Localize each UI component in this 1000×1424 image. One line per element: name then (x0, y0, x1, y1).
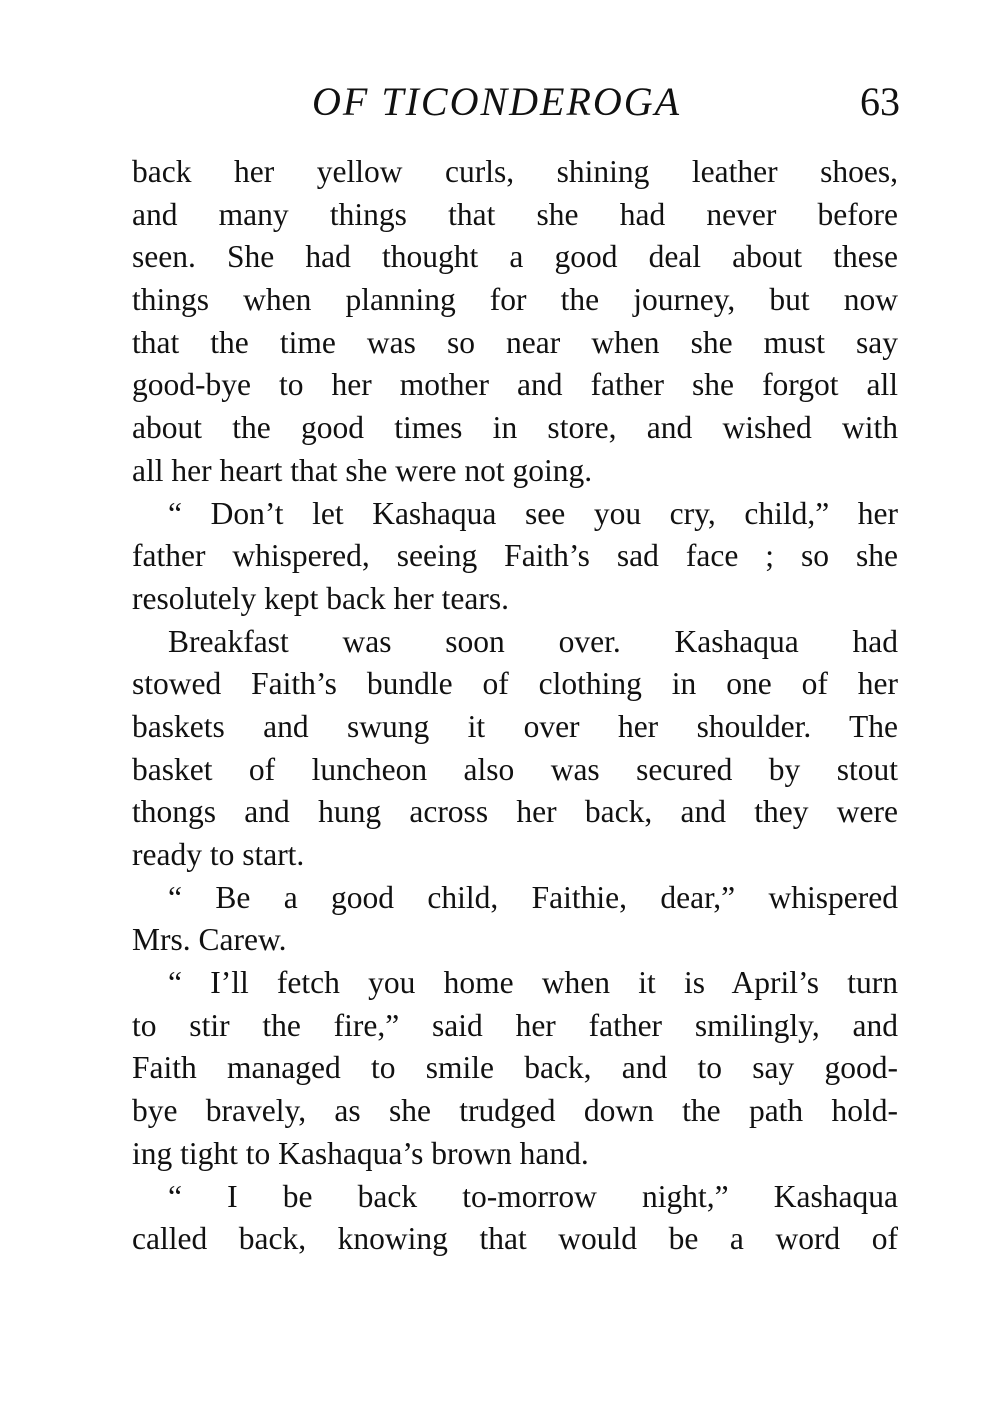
text-line: “ Be a good child, Faithie, dear,” whispered (168, 879, 898, 915)
text-line: called back, knowing that would be a word of (132, 1221, 898, 1257)
running-title: OF TICONDEROGA (312, 79, 682, 124)
text-line: good-bye to her mother and father she forgot all (132, 367, 898, 403)
text-line: “ Don’t let Kashaqua see you cry, child,” her (168, 495, 898, 531)
text-line: to stir the fire,” said her father smilingly, and (132, 1007, 898, 1043)
page-number: 63 (860, 79, 900, 124)
text-line: seen. She had thought a good deal about these (132, 239, 898, 275)
text-line: that the time was so near when she must say (132, 324, 898, 360)
running-head (130, 78, 900, 128)
text-line: back her yellow curls, shining leather shoes, (132, 154, 898, 189)
text-line: ready to start. (132, 837, 305, 872)
text-line: bye bravely, as she trudged down the path hold- (132, 1093, 898, 1129)
text-line: Mrs. Carew. (132, 922, 287, 958)
text-line: thongs and hung across her back, and they were (132, 794, 898, 830)
text-line: “ I’ll fetch you home when it is April’s turn (168, 965, 898, 1001)
text-line: Breakfast was soon over. Kashaqua had (168, 623, 898, 659)
text-line: resolutely kept back her tears. (132, 580, 509, 616)
text-line: father whispered, seeing Faith’s sad face ; so she (132, 538, 898, 574)
text-line: all her heart that she were not going. (132, 452, 593, 488)
text-line: baskets and swung it over her shoulder. The (132, 708, 898, 744)
text-line: basket of luncheon also was secured by stout (132, 751, 898, 787)
text-line: ing tight to Kashaqua’s brown hand. (132, 1135, 589, 1171)
text-line: and many things that she had never before (132, 196, 898, 232)
text-line: “ I be back to-morrow night,” Kashaqua (168, 1178, 898, 1214)
body-text (132, 151, 898, 1261)
text-line: things when planning for the journey, but now (132, 282, 898, 318)
text-line: stowed Faith’s bundle of clothing in one of her (132, 666, 898, 702)
text-line: about the good times in store, and wished with (132, 410, 898, 446)
text-line: Faith managed to smile back, and to say good- (132, 1050, 898, 1086)
